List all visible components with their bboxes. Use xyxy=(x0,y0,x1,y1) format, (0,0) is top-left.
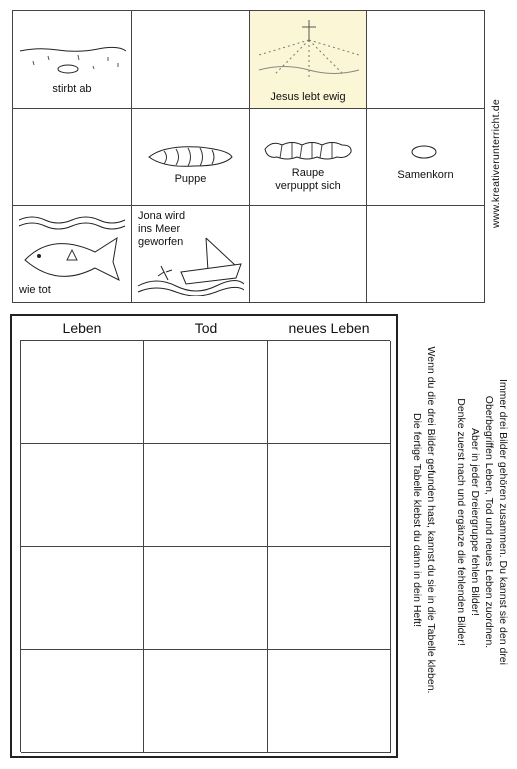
card-jesus[interactable] xyxy=(250,11,367,109)
table-cell[interactable] xyxy=(144,341,268,444)
empty-card[interactable] xyxy=(367,206,485,303)
table-cell[interactable] xyxy=(144,650,268,753)
table-cell[interactable] xyxy=(268,547,391,650)
empty-card[interactable] xyxy=(367,11,485,109)
caption-wie-tot: wie tot xyxy=(19,284,51,296)
instruction-line: Wenn du die drei Bilder gefunden hast, kannst du sie in die Tabelle kleben. xyxy=(425,346,437,694)
picture-grid xyxy=(12,10,485,303)
empty-card[interactable] xyxy=(132,11,250,109)
instruction-line: Die fertige Tabelle klebst du dann in dein Heft! xyxy=(411,412,423,628)
sorting-table-frame xyxy=(10,314,398,758)
header-leben: Leben xyxy=(62,320,102,336)
table-cell[interactable] xyxy=(21,547,144,650)
card-puppe[interactable] xyxy=(132,109,250,206)
sorting-table xyxy=(20,340,390,752)
caterpillar-icon xyxy=(262,137,354,167)
card-raupe[interactable] xyxy=(250,109,367,206)
caption-puppe: Puppe xyxy=(174,173,207,185)
caption-raupe: Raupe verpuppt sich xyxy=(275,167,341,192)
instruction-line: Aber in jeder Dreiergruppe fehlen Bilder! xyxy=(469,428,481,616)
instruction-line: Immer drei Bilder gehören zusammen. Du kannst sie den drei xyxy=(497,379,509,665)
table-cell[interactable] xyxy=(144,444,268,547)
card-jona[interactable] xyxy=(132,206,250,303)
table-cell[interactable] xyxy=(268,341,391,444)
seed-icon xyxy=(409,144,439,160)
table-cell[interactable] xyxy=(21,341,144,444)
instructions-block-1 xyxy=(454,372,510,672)
table-cell[interactable] xyxy=(268,444,391,547)
resurrection-icon xyxy=(254,15,364,85)
table-cell[interactable] xyxy=(268,650,391,753)
header-tod: Tod xyxy=(194,320,218,336)
caption-jona: Jona wird ins Meer geworfen xyxy=(138,210,186,248)
instruction-line: Denke zuerst nach und ergänze die fehlenden Bilder! xyxy=(455,398,467,646)
instruction-line: Oberbegriffen Leben, Tod und neues Leben zuordnen. xyxy=(483,395,495,649)
website-credit: www.kreativerunterricht.de xyxy=(490,99,502,228)
pupa-icon xyxy=(144,142,234,172)
card-stirbt-ab[interactable] xyxy=(13,11,132,109)
instructions-block-2 xyxy=(410,330,438,710)
caption-samenkorn: Samenkorn xyxy=(397,169,454,181)
fish-icon xyxy=(17,210,127,290)
boat-icon xyxy=(136,236,244,296)
header-neues-leben: neues Leben xyxy=(288,320,370,336)
empty-card[interactable] xyxy=(13,109,132,206)
caption-jesus: Jesus lebt ewig xyxy=(270,91,346,103)
empty-card[interactable] xyxy=(250,206,367,303)
table-cell[interactable] xyxy=(21,444,144,547)
table-cell[interactable] xyxy=(144,547,268,650)
card-samenkorn[interactable] xyxy=(367,109,485,206)
table-cell[interactable] xyxy=(21,650,144,753)
card-wie-tot[interactable] xyxy=(13,206,132,303)
caption-stirbt-ab: stirbt ab xyxy=(52,83,92,95)
